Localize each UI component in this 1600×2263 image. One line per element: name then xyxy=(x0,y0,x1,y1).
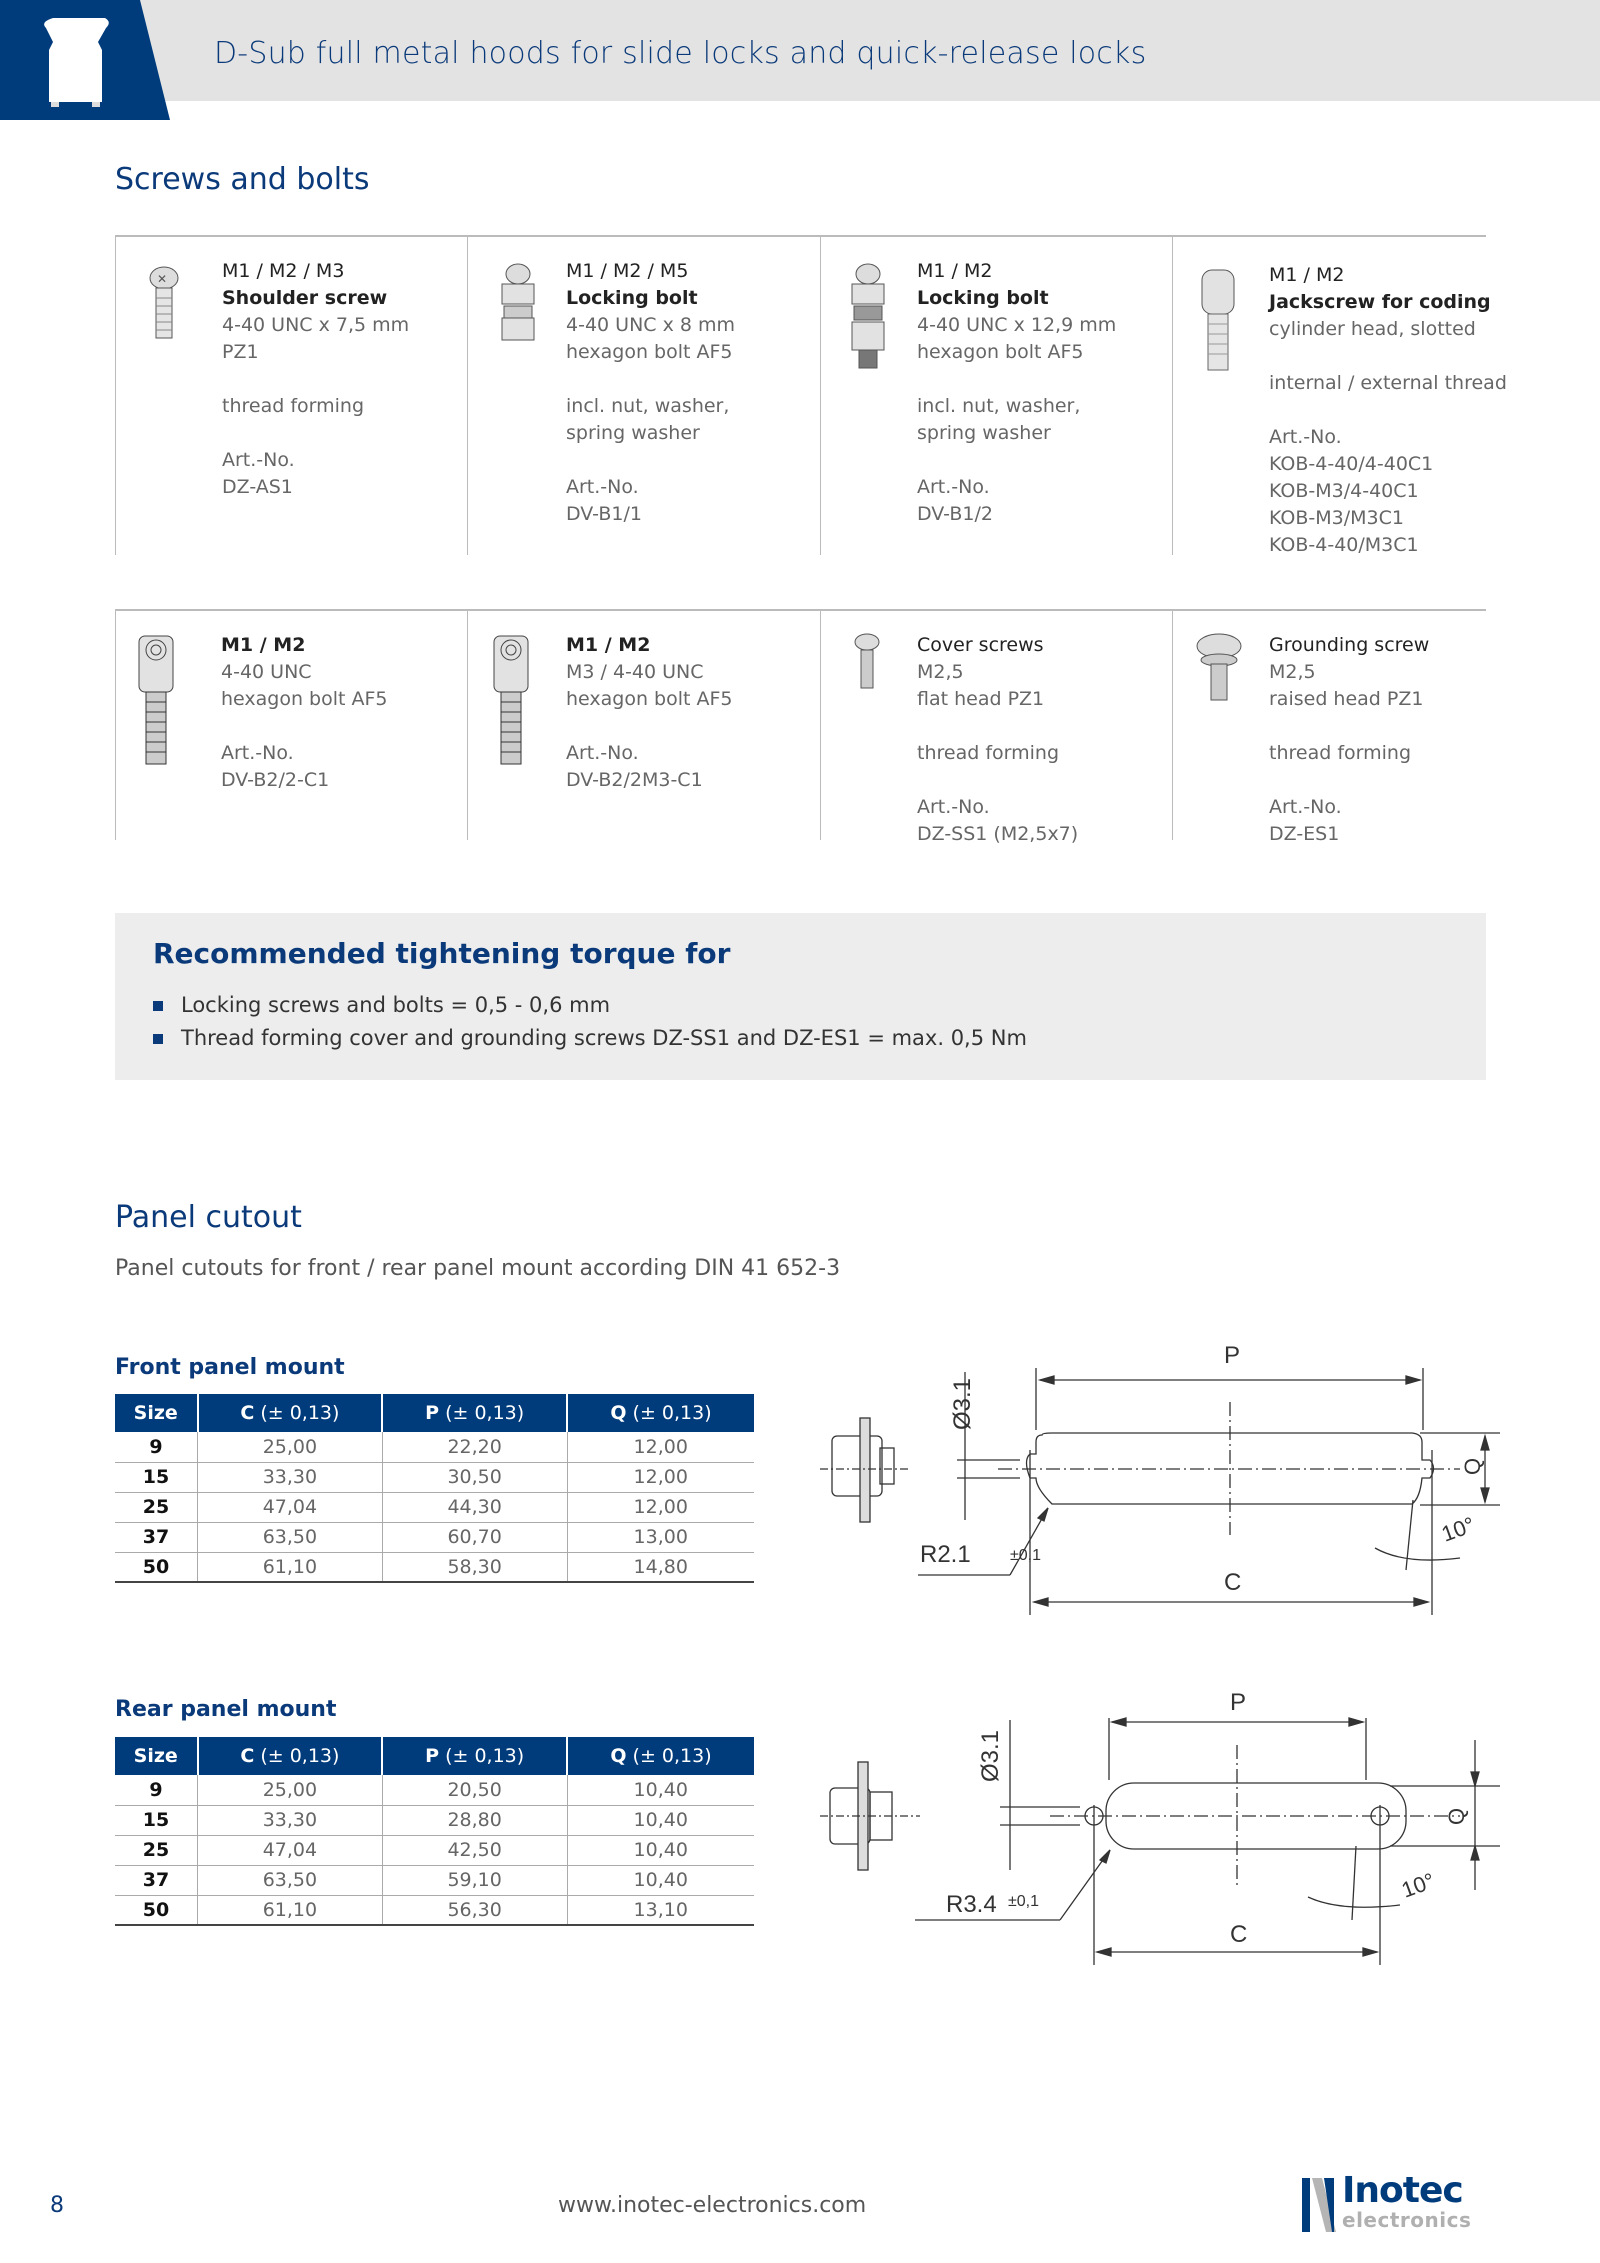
dim-diameter-label: Ø3.1 xyxy=(977,1729,1004,1782)
card-size: M1 / M2 xyxy=(221,634,306,656)
card-note: spring washer xyxy=(566,422,700,444)
table-cell: 33,30 xyxy=(198,1805,383,1835)
card-spec: 4-40 UNC x 7,5 mm xyxy=(222,314,410,336)
table-cell: 47,04 xyxy=(198,1492,383,1522)
col-header: C (± 0,13) xyxy=(198,1394,383,1432)
screw-card xyxy=(1269,262,1507,559)
art-number: DV-B2/2-C1 xyxy=(221,769,330,791)
rear-cutout-diagram xyxy=(820,1680,1500,1980)
table-cell: 63,50 xyxy=(198,1522,383,1552)
card-spec: hexagon bolt AF5 xyxy=(566,341,733,363)
screw-card xyxy=(221,632,388,794)
card-note: thread forming xyxy=(917,742,1059,764)
divider xyxy=(1172,610,1173,840)
table-row xyxy=(115,1552,754,1582)
art-number: KOB-M3/4-40C1 xyxy=(1269,480,1419,502)
section-title-cutout: Panel cutout xyxy=(115,1200,302,1235)
table-cell: 60,70 xyxy=(382,1522,567,1552)
card-spec: 4-40 UNC x 12,9 mm xyxy=(917,314,1117,336)
art-number: DV-B1/1 xyxy=(566,503,642,525)
card-spec: flat head PZ1 xyxy=(917,688,1045,710)
table-row xyxy=(115,1462,754,1492)
art-label: Art.-No. xyxy=(917,796,990,818)
art-label: Art.-No. xyxy=(1269,796,1342,818)
table-cell: 56,30 xyxy=(382,1895,567,1925)
table-cell: 20,50 xyxy=(382,1775,567,1805)
jackscrew-icon xyxy=(1196,266,1240,376)
col-header: Size xyxy=(115,1394,198,1432)
rear-panel-label: Rear panel mount xyxy=(115,1697,337,1722)
dim-c-label: C xyxy=(1230,1921,1248,1948)
section-title-screws: Screws and bolts xyxy=(115,162,370,197)
dim-q-label: Q xyxy=(1460,1457,1485,1475)
grid-top-rule xyxy=(115,235,1486,237)
art-number: DZ-ES1 xyxy=(1269,823,1340,845)
table-row xyxy=(115,1775,754,1805)
card-name: Cover screws xyxy=(917,634,1044,656)
col-header: Size xyxy=(115,1737,198,1775)
logo-word: Inotec xyxy=(1342,2170,1463,2211)
card-size: M1 / M2 xyxy=(566,634,651,656)
table-cell: 25 xyxy=(115,1835,198,1865)
art-label: Art.-No. xyxy=(566,742,639,764)
table-cell: 25 xyxy=(115,1492,198,1522)
dim-q-label: Q xyxy=(1444,1807,1469,1825)
col-header: P (± 0,13) xyxy=(382,1394,567,1432)
table-cell: 61,10 xyxy=(198,1552,383,1582)
table-cell: 15 xyxy=(115,1805,198,1835)
screw-card xyxy=(222,258,409,501)
art-number: KOB-4-40/M3C1 xyxy=(1269,534,1419,556)
table-cell: 10,40 xyxy=(567,1805,754,1835)
card-spec: hexagon bolt AF5 xyxy=(917,341,1084,363)
divider xyxy=(1172,236,1173,555)
card-note: spring washer xyxy=(917,422,1051,444)
dim-angle-label: 10° xyxy=(1438,1511,1478,1547)
screw-card xyxy=(917,632,1078,848)
col-header: P (± 0,13) xyxy=(382,1737,567,1775)
art-label: Art.-No. xyxy=(1269,426,1342,448)
table-cell: 44,30 xyxy=(382,1492,567,1522)
logo-subword: electronics xyxy=(1342,2208,1472,2232)
card-spec: M3 / 4-40 UNC xyxy=(566,661,704,683)
table-cell: 10,40 xyxy=(567,1835,754,1865)
art-number: KOB-M3/M3C1 xyxy=(1269,507,1404,529)
card-spec: PZ1 xyxy=(222,341,259,363)
table-cell: 42,50 xyxy=(382,1835,567,1865)
table-cell: 61,10 xyxy=(198,1895,383,1925)
card-spec: hexagon bolt AF5 xyxy=(221,688,388,710)
card-spec: 4-40 UNC xyxy=(221,661,312,683)
art-label: Art.-No. xyxy=(221,742,294,764)
art-label: Art.-No. xyxy=(917,476,990,498)
divider xyxy=(467,236,468,555)
front-cutout-diagram xyxy=(820,1330,1500,1630)
grid-mid-rule xyxy=(115,609,1486,611)
card-spec: raised head PZ1 xyxy=(1269,688,1424,710)
card-note: internal / external thread xyxy=(1269,372,1507,394)
table-cell: 10,40 xyxy=(567,1865,754,1895)
card-name: Locking bolt xyxy=(917,287,1049,309)
table-cell: 12,00 xyxy=(567,1432,754,1462)
table-row xyxy=(115,1865,754,1895)
table-cell: 50 xyxy=(115,1552,198,1582)
col-header: Q (± 0,13) xyxy=(567,1737,754,1775)
torque-item: Locking screws and bolts = 0,5 - 0,6 mm xyxy=(153,989,1027,1022)
card-spec: cylinder head, slotted xyxy=(1269,318,1476,340)
front-panel-table xyxy=(115,1394,754,1583)
divider xyxy=(115,236,116,555)
art-number: DV-B2/2M3-C1 xyxy=(566,769,703,791)
table-row xyxy=(115,1835,754,1865)
connector-hood-icon xyxy=(40,12,160,132)
card-size: M1 / M2 / M5 xyxy=(566,260,689,282)
table-cell: 9 xyxy=(115,1775,198,1805)
card-note: incl. nut, washer, xyxy=(917,395,1081,417)
dim-tolerance-label: ±0,1 xyxy=(1010,1547,1042,1564)
divider xyxy=(115,610,116,840)
card-name: Shoulder screw xyxy=(222,287,388,309)
dim-angle-label: 10° xyxy=(1398,1867,1438,1903)
table-row xyxy=(115,1432,754,1462)
table-cell: 50 xyxy=(115,1895,198,1925)
cutout-subtitle: Panel cutouts for front / rear panel mount according DIN 41 652-3 xyxy=(115,1256,841,1281)
card-spec: hexagon bolt AF5 xyxy=(566,688,733,710)
card-spec: 4-40 UNC x 8 mm xyxy=(566,314,736,336)
table-cell: 12,00 xyxy=(567,1462,754,1492)
connector-side-view-icon xyxy=(820,1418,910,1522)
card-size: M1 / M2 xyxy=(917,260,993,282)
table-cell: 13,10 xyxy=(567,1895,754,1925)
card-note: thread forming xyxy=(1269,742,1411,764)
table-cell: 15 xyxy=(115,1462,198,1492)
screw-card xyxy=(1269,632,1429,848)
card-note: thread forming xyxy=(222,395,364,417)
divider xyxy=(820,610,821,840)
table-cell: 30,50 xyxy=(382,1462,567,1492)
art-number: DV-B1/2 xyxy=(917,503,993,525)
hexagon-bolt-m3-icon xyxy=(489,632,533,768)
art-label: Art.-No. xyxy=(222,449,295,471)
page-title: D-Sub full metal hoods for slide locks and quick-release locks xyxy=(214,36,1147,71)
torque-list xyxy=(153,989,1027,1055)
table-row xyxy=(115,1492,754,1522)
table-cell: 25,00 xyxy=(198,1775,383,1805)
table-cell: 59,10 xyxy=(382,1865,567,1895)
torque-title: Recommended tightening torque for xyxy=(153,937,731,970)
shoulder-screw-icon xyxy=(146,266,182,342)
col-header: C (± 0,13) xyxy=(198,1737,383,1775)
inotec-logo xyxy=(1302,2170,1492,2234)
table-cell: 63,50 xyxy=(198,1865,383,1895)
card-name: Grounding screw xyxy=(1269,634,1430,656)
cover-screw-icon xyxy=(852,632,882,692)
front-panel-label: Front panel mount xyxy=(115,1355,345,1380)
table-cell: 13,00 xyxy=(567,1522,754,1552)
divider xyxy=(820,236,821,555)
table-row xyxy=(115,1805,754,1835)
dim-tolerance-label: ±0,1 xyxy=(1008,1893,1040,1910)
table-cell: 14,80 xyxy=(567,1552,754,1582)
torque-info-box xyxy=(115,913,1486,1080)
dim-radius-label: R2.1 xyxy=(920,1541,971,1568)
art-number: DZ-SS1 (M2,5x7) xyxy=(917,823,1079,845)
table-cell: 22,20 xyxy=(382,1432,567,1462)
table-cell: 12,00 xyxy=(567,1492,754,1522)
card-spec: M2,5 xyxy=(917,661,964,683)
grounding-screw-icon xyxy=(1193,632,1245,704)
locking-bolt-long-icon xyxy=(846,262,890,374)
rear-panel-table xyxy=(115,1737,754,1926)
screw-card xyxy=(917,258,1116,528)
art-label: Art.-No. xyxy=(566,476,639,498)
svg-text:✕: ✕ xyxy=(157,272,168,286)
col-header: Q (± 0,13) xyxy=(567,1394,754,1432)
dim-p-label: P xyxy=(1230,1689,1247,1716)
table-row xyxy=(115,1522,754,1552)
table-cell: 37 xyxy=(115,1522,198,1552)
art-number: DZ-AS1 xyxy=(222,476,293,498)
dim-diameter-label: Ø3.1 xyxy=(949,1377,976,1430)
card-size: M1 / M2 / M3 xyxy=(222,260,345,282)
card-spec: M2,5 xyxy=(1269,661,1316,683)
table-cell: 10,40 xyxy=(567,1775,754,1805)
footer-url[interactable]: www.inotec-electronics.com xyxy=(558,2193,867,2218)
card-note: incl. nut, washer, xyxy=(566,395,730,417)
table-cell: 9 xyxy=(115,1432,198,1462)
divider xyxy=(467,610,468,840)
table-cell: 28,80 xyxy=(382,1805,567,1835)
dim-p-label: P xyxy=(1224,1342,1241,1369)
logo-mark-icon xyxy=(1302,2178,1338,2232)
table-cell: 58,30 xyxy=(382,1552,567,1582)
locking-bolt-icon xyxy=(496,262,540,344)
page-number: 8 xyxy=(50,2193,64,2218)
screw-card xyxy=(566,632,733,794)
table-cell: 37 xyxy=(115,1865,198,1895)
hexagon-bolt-icon xyxy=(134,632,178,768)
dim-radius-label: R3.4 xyxy=(946,1891,997,1918)
card-name: Locking bolt xyxy=(566,287,698,309)
connector-rear-view-icon xyxy=(820,1762,920,1870)
table-cell: 33,30 xyxy=(198,1462,383,1492)
torque-item: Thread forming cover and grounding screws DZ-SS1 and DZ-ES1 = max. 0,5 Nm xyxy=(153,1022,1027,1055)
screw-card xyxy=(566,258,735,528)
table-row xyxy=(115,1895,754,1925)
card-size: M1 / M2 xyxy=(1269,264,1345,286)
dim-c-label: C xyxy=(1224,1569,1242,1596)
table-cell: 47,04 xyxy=(198,1835,383,1865)
art-number: KOB-4-40/4-40C1 xyxy=(1269,453,1434,475)
table-cell: 25,00 xyxy=(198,1432,383,1462)
card-name: Jackscrew for coding xyxy=(1269,291,1491,313)
